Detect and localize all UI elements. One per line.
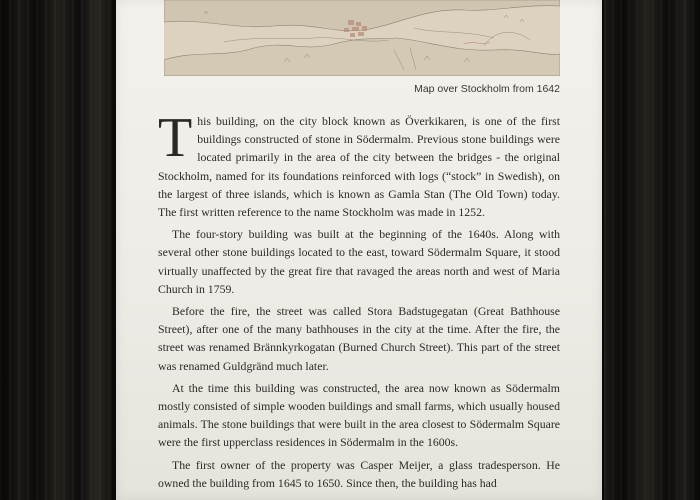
paragraph-1 [158, 107, 560, 221]
wooden-frame-left [0, 0, 112, 500]
paragraph-1-text: his building, on the city block known as Överkikaren, is one of the first buildings constructed of stone in Södermalm. Previous stone buildings were located primarily in the area of the city between the bridges - the original Stockholm, named for its foundations reinforced with logs (“stock” in Swedish), on the largest of three islands, which is known as Gamla Stan (The Old Town) today. The first written reference to the name Stockholm was made in 1252. [158, 114, 560, 220]
map-caption: Map over Stockholm from 1642 [414, 83, 560, 95]
paragraph-3: Before the fire, the street was called Stora Badstugegatan (Great Bathhouse Street), after one of the many bathhouses in the city at the time. After the fire, the street was renamed Brännkyrkogatan (Burned Church Street). This part of the street was renamed Guldgränd much later. [158, 304, 560, 373]
information-plaque [116, 0, 602, 500]
paragraph-2: The four-story building was built at the beginning of the 1640s. Along with several other stone buildings located to the east, toward Södermalm Square, it stood virtually unaffected by the great fire that ravaged the areas north and west of Maria Church in 1759. [158, 227, 560, 296]
historic-map-image [164, 0, 560, 76]
map-drawing [164, 0, 560, 76]
plaque-text [158, 107, 560, 496]
wooden-frame-right [604, 0, 700, 500]
paragraph-5: The first owner of the property was Casper Meijer, a glass tradesperson. He owned the building from 1645 to 1650. Since then, the building has had [158, 457, 560, 490]
paragraph-4: At the time this building was constructed, the area now known as Södermalm mostly consisted of simple wooden buildings and small farms, which usually housed animals. The stone buildings that were built in the area closest to Södermalm Square were the first upperclass residences in Södermalm in the 1600s. [158, 380, 560, 450]
drop-cap-letter: T [158, 107, 193, 169]
